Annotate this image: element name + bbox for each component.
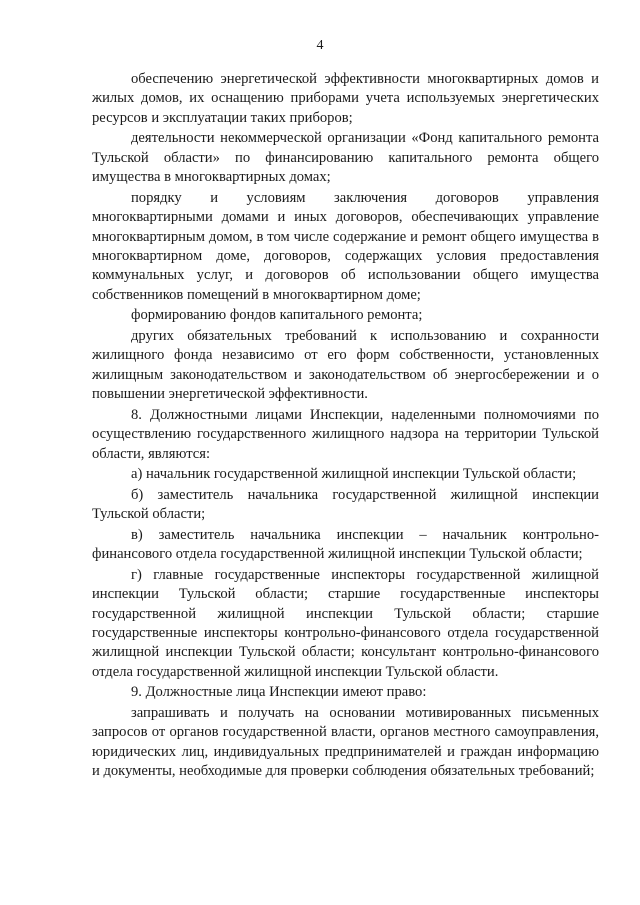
page-number: 4 [316, 38, 324, 53]
paragraph-repair-funds-formation: формированию фондов капитального ремонта; [131, 307, 423, 324]
list-item-g: г) главные государственные инспекторы государственной жилищной инспекции Тульской области; старшие государственные инспекторы государственной жилищной инспекции Тульской области; старшие государственные инспекторы контрольно-финансового отдела государственной жилищной инспекции Тульской области; консультант контрольно-финансового отдела государственной жилищной инспекции Тульской области. [92, 566, 599, 680]
paragraph-energy-efficiency: обеспечению энергетической эффективности многоквартирных домов и жилых домов, их оснащению приборами учета используемых энергетических ресурсов и эксплуатации таких приборов; [92, 71, 599, 126]
paragraph-management-contracts: порядку и условиям заключения договоров управления многоквартирными домами и иных договоров, обеспечивающих управление многоквартирным домом, в том числе содержание и ремонт общего имущества в многоквартирном доме, договоров, содержащих условия предоставления коммунальных услуг, и договоров об использовании общего имущества собственников помещений в многоквартирном доме; [92, 189, 599, 303]
paragraph-section-9: 9. Должностные лица Инспекции имеют право: [131, 684, 427, 701]
paragraph-request-information: запрашивать и получать на основании мотивированных письменных запросов от органов государственной власти, органов местного самоуправления, юридических лиц, индивидуальных предпринимателей и граждан информацию и документы, необходимые для проверки соблюдения обязательных требований; [92, 705, 599, 780]
paragraph-section-8: 8. Должностными лицами Инспекции, наделенными полномочиями по осуществлению государственного жилищного надзора на территории Тульской области, являются: [92, 406, 599, 462]
list-item-b: б) заместитель начальника государственной жилищной инспекции Тульской области; [92, 486, 599, 523]
document-body [92, 70, 599, 783]
list-item-v: в) заместитель начальника инспекции – начальник контрольно-финансового отдела государственной жилищной инспекции Тульской области; [92, 526, 599, 563]
paragraph-capital-repair-fund: деятельности некоммерческой организации «Фонд капитального ремонта Тульской области» по финансированию капитального ремонта общего имущества в многоквартирных домах; [92, 130, 599, 186]
list-item-a: а) начальник государственной жилищной инспекции Тульской области; [131, 466, 577, 483]
paragraph-other-requirements: других обязательных требований к использованию и сохранности жилищного фонда независимо от его форм собственности, установленных жилищным законодательством и законодательством об энергосбережении и о повышении энергетической эффективности. [92, 328, 599, 403]
